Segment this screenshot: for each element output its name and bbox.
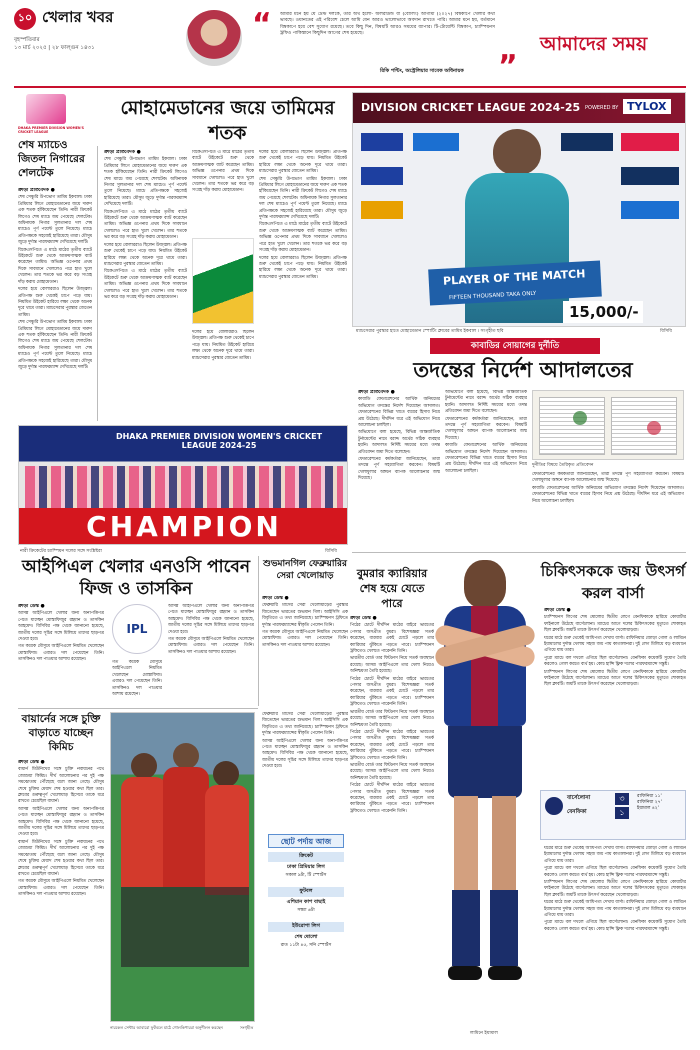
tamim-text-6: দলের হয়ে বোলাররাও ছিলেন উজ্জ্বল। প্রতিপক্ষ শুরু থেকেই চাপে পড়ে যায়। নিয়মিত উইকেট হারিয়ে লক্ষ্য থেকে অনেক দূরে থামে তারা। ম্যাচসেরার পুরস্কার জেতেন তামিম। [192, 330, 254, 361]
yamal-caption: লামিনে ইয়ামাল [470, 1031, 498, 1036]
kabaddi-col-3 [532, 472, 684, 544]
kabaddi-text-5: ফেডারেশনের কর্মকর্তারা জানিয়েছেন, তারা তদন্তে পূর্ণ সহযোগিতা করবেন। বিষয়টি খেলাধুলার অঙ্গনে ব্যাপক আলোচনার জন্ম দিয়েছে। [445, 416, 527, 441]
ipl-text-1: আসন্ন আইপিএলে খেলার জন্য অনাপত্তিপত্র পেতে যাচ্ছেন মোস্তাফিজুর রহমান ও তাসকিন আহমেদ। বিসিবির পক্ষ থেকে জানানো হয়েছে, জাতীয় দলের সূচির সঙ্গে মিলিয়ে তাদের ছাড়পত্র দেওয়া হবে। [18, 611, 104, 643]
kimmich-headline: বায়ার্নের সঙ্গে চুক্তি বাড়াতে যাচ্ছেন কিমিচ [21, 713, 101, 753]
tamim-col-2-bottom [192, 330, 254, 418]
tamim-text-10: দলের হয়ে বোলাররাও ছিলেন উজ্জ্বল। প্রতিপক্ষ শুরু থেকেই চাপে পড়ে যায়। নিয়মিত উইকেট হারিয়ে লক্ষ্য থেকে অনেক দূরে থামে তারা। ম্যাচসেরার পুরস্কার জেতেন তামিম। [259, 255, 347, 280]
player-of-match-sign: PLAYER OF THE MATCH [442, 267, 586, 288]
gill-body [262, 596, 348, 704]
ipl-text-2: গত কয়েক মৌসুমে আইপিএলে নিয়মিত খেলেছেন মোস্তাফিজ। এবারও দল পেয়েছেন তিনি। তাসকিনও দল পাওয়ার আশায় রয়েছেন। [18, 644, 104, 663]
award-amount-words: FIFTEEN THOUSAND TAKA ONLY [448, 290, 537, 302]
tamim-text-2: বিকেএসপিতে এ মাঠে মাঠের তৃতীয় ব্যাটে উইকেটে শুরু থেকে আক্রমণাত্মক ব্যাট করেছেন তামিম। অভিজ্ঞ ওপেনার প্রথম দিকে সাবধানে খেললেও পরে হাত খুলে খেলেন। তার শতকে ভর করে বড় সংগ্রহ দাঁড় করায় মোহামেডান। [104, 209, 187, 241]
tamim-text-1: শেষ সেঞ্চুরি উপভোগ তামিম ইকবাল। ঢাকা প্রিমিয়ার লিগে মোহামেডানের জয়ে দারুণ এক শতক হাঁকিয়েছেন তিনি। নারী ক্রিকেট লিগেও শেষ ম্যাচে জয় পেয়েছে শেলটেক। অধিনায়ক নিগার সুলতানার দল শেষ ম্যাচেও পূর্ণ পয়েন্ট তুলে নিয়েছে। ম্যাচে প্রতিপক্ষকে সহজেই হারিয়েছে তারা। মৌসুম জুড়ে দুর্দান্ত পারফরম্যান্স দেখিয়েছে দলটি। [104, 157, 187, 208]
bumrah-byline: ক্রীড়া ডেস্ক ● [350, 616, 377, 621]
kabaddi-text-2: অভিযোগে বলা হয়েছে, বিভিন্ন আন্তর্জাতিক টুর্নামেন্টের নামে বরাদ্দ অর্থের সঠিক ব্যবহার হয়নি। আদালত নির্দিষ্ট সময়ের মধ্যে তদন্ত প্রতিবেদন জমা দিতে বলেছেন। [358, 430, 440, 455]
ipl-col-1 [18, 604, 104, 704]
ipl-text-4: আসন্ন আইপিএলে খেলার জন্য অনাপত্তিপত্র পেতে যাচ্ছেন মোস্তাফিজুর রহমান ও তাসকিন আহমেদ। বিসিবির পক্ষ থেকে জানানো হয়েছে, জাতীয় দলের সূচির সঙ্গে মিলিয়ে তাদের ছাড়পত্র দেওয়া হবে। [168, 604, 254, 635]
barca-text-5: ঘরের মাঠে শুরু থেকেই আধিপত্য দেখায় বার্সা। রাফিনিয়ার জোড়া গোল ও লামিনে ইয়ামালের দুর্দান্ত খেলায় সহজ জয় পায় কাতালানরা। দুই লেগ মিলিয়ে বড় ব্যবধানে এগিয়ে যায় তারা। [544, 846, 686, 864]
bumrah-text-5: পিঠের চোটে দীর্ঘদিন মাঠের বাইরে ভারতের পেসার জসপ্রীত বুমরা। বিশেষজ্ঞরা সতর্ক করেছেন, বারবার একই চোটে পড়লে তার ক্যারিয়ার ঝুঁকিতে পড়তে পারে। চ্যাম্পিয়নস ট্রফিতেও খেলতে পারেননি তিনি। [350, 729, 434, 761]
ipl-col-2 [112, 660, 162, 704]
champion-credit: বিসিবি [325, 549, 337, 554]
tamim-photo-credit: বিসিবি [660, 329, 672, 334]
ipl-logo: IPL [112, 604, 162, 654]
header-day: বৃহস্পতিবার [14, 37, 40, 43]
womens-league-logo [26, 94, 66, 124]
kimmich-byline: ক্রীড়া ডেস্ক ● [18, 760, 45, 765]
champion-text: CHAMPION [86, 510, 282, 543]
scorer: রাফিনিয়া ১১' [637, 794, 662, 799]
gill-byline: ক্রীড়া ডেস্ক ● [262, 596, 289, 601]
barca-body-1 [544, 608, 686, 786]
tamim-headline: মোহামেডানের জয়ে তামিমের শতক [120, 98, 335, 144]
kabaddi-byline: ক্রীড়া প্রতিবেদক ● [358, 390, 395, 395]
barca-text-8: ঘরের মাঠে শুরু থেকেই আধিপত্য দেখায় বার্সা। রাফিনিয়ার জোড়া গোল ও লামিনে ইয়ামালের দুর্দান্ত খেলায় সহজ জয় পায় কাতালানরা। দুই লেগ মিলিয়ে বড় ব্যবধানে এগিয়ে যায় তারা। [544, 900, 686, 919]
page-number: ১০ [14, 8, 36, 30]
team-2-name: বেনফিকা [567, 809, 587, 815]
ipl-text-3: গত কয়েক মৌসুমে আইপিএলে নিয়মিত খেলেছেন মোস্তাফিজ। এবারও দল পেয়েছেন তিনি। তাসকিনও দল পাওয়ার আশায় রয়েছেন। [112, 660, 162, 698]
award-amount: 15,000/- [569, 303, 639, 321]
team-1-name: বার্সেলোনা [567, 795, 591, 801]
tv-schedule-list [268, 852, 344, 949]
shelltech-text: শেষ সেঞ্চুরি উপভোগ তামিম ইকবাল। ঢাকা প্রিমিয়ার লিগে মোহামেডানের জয়ে দারুণ এক শতক হাঁকিয়েছেন তিনি। নারী ক্রিকেট লিগেও শেষ ম্যাচে জয় পেয়েছে শেলটেক। অধিনায়ক নিগার সুলতানার দল শেষ ম্যাচেও পূর্ণ পয়েন্ট তুলে নিয়েছে। ম্যাচে প্রতিপক্ষকে সহজেই হারিয়েছে তারা। মৌসুম জুড়ে দুর্দান্ত পারফরম্যান্স দেখিয়েছে দলটি। [18, 195, 92, 246]
barca-text-4: চ্যাম্পিয়নস লিগের শেষ ষোলোর দ্বিতীয় লেগে বেনফিকাকে হারিয়ে কোয়ার্টার ফাইনালে উঠেছে বার্সেলোনা। ম্যাচের আগে দলের চিকিৎসকের মৃত্যুতে শোকাহত ছিল ক্লাবটি। জয়টি তাকে উৎসর্গ করেছেন খেলোয়াড়রা। [544, 669, 686, 688]
kabaddi-col-1 [358, 390, 440, 545]
bumrah-text-7: পিঠের চোটে দীর্ঘদিন মাঠের বাইরে ভারতের পেসার জসপ্রীত বুমরা। বিশেষজ্ঞরা সতর্ক করেছেন, বারবার একই চোটে পড়লে তার ক্যারিয়ার ঝুঁকিতে পড়তে পারে। চ্যাম্পিয়নস ট্রফিতেও খেলতে পারেননি তিনি। [350, 783, 434, 814]
tv-item [268, 887, 344, 914]
ipl-headline: আইপিএল খেলার এনওসি পাবেন ফিজ ও তাসকিন [21, 557, 251, 599]
shelltech-headline: শেষ ম্যাচেও জিতল নিগারের শেলটেক [18, 139, 85, 179]
shelltech-body [18, 188, 92, 418]
tamim-text-8: শেষ সেঞ্চুরি উপভোগ তামিম ইকবাল। ঢাকা প্রিমিয়ার লিগে মোহামেডানের জয়ে দারুণ এক শতক হাঁকিয়েছেন তিনি। নারী ক্রিকেট লিগেও শেষ ম্যাচে জয় পেয়েছে শেলটেক। অধিনায়ক নিগার সুলতানার দল শেষ ম্যাচেও পূর্ণ পয়েন্ট তুলে নিয়েছে। ম্যাচে প্রতিপক্ষকে সহজেই হারিয়েছে তারা। মৌসুম জুড়ে দুর্দান্ত পারফরম্যান্স দেখিয়েছে দলটি। [259, 176, 347, 221]
quote-author: রিকি পন্টিং, অস্ট্রেলিয়ার সাবেক অধিনায়ক [380, 68, 464, 74]
gill-text-1: ফেব্রুয়ারি মাসের সেরা খেলোয়াড়ের পুরস্কার জিতেছেন ভারতের শুভমান গিল। আইসিসি এক বিবৃতিতে এ তথ্য জানিয়েছে। চ্যাম্পিয়নস ট্রফিতে দুর্দান্ত পারফরম্যান্সের স্বীকৃতি পেলেন তিনি। [262, 603, 348, 628]
shelltech-text-3: দলের হয়ে বোলাররাও ছিলেন উজ্জ্বল। প্রতিপক্ষ শুরু থেকেই চাপে পড়ে যায়। নিয়মিত উইকেট হারিয়ে লক্ষ্য থেকে অনেক দূরে থামে তারা। ম্যাচসেরার পুরস্কার জেতেন তামিম। [18, 287, 92, 318]
barca-body-2 [544, 846, 686, 1036]
tamim-text-3: দলের হয়ে বোলাররাও ছিলেন উজ্জ্বল। প্রতিপক্ষ শুরু থেকেই চাপে পড়ে যায়। নিয়মিত উইকেট হারিয়ে লক্ষ্য থেকে অনেক দূরে থামে তারা। ম্যাচসেরার পুরস্কার জেতেন তামিম। [104, 242, 187, 267]
barca-text-1: চ্যাম্পিয়নস লিগের শেষ ষোলোর দ্বিতীয় লেগে বেনফিকাকে হারিয়ে কোয়ার্টার ফাইনালে উঠেছে বার্সেলোনা। ম্যাচের আগে দলের চিকিৎসকের মৃত্যুতে শোকাহত ছিল ক্লাবটি। জয়টি তাকে উৎসর্গ করেছেন খেলোয়াড়রা। [544, 615, 686, 634]
bumrah-text-6: ভারতীয় বোর্ড তার ফিটনেস নিয়ে সতর্ক অবস্থানে রয়েছে। আসন্ন আইপিএলে তার খেলা নিয়েও অনিশ্চয়তা তৈরি হয়েছে। [350, 762, 434, 781]
section-rule [352, 552, 686, 553]
bumrah-text-2: ভারতীয় বোর্ড তার ফিটনেস নিয়ে সতর্ক অবস্থানে রয়েছে। আসন্ন আইপিএলে তার খেলা নিয়েও অনিশ্চয়তা তৈরি হয়েছে। [350, 656, 434, 675]
womens-league-caption: DHAKA PREMIER DIVISION WOMEN'S CRICKET LEAGUE [18, 126, 84, 134]
kabaddi-headline: তদন্তের নির্দেশ আদালতের [413, 357, 633, 382]
tv-schedule-title: ছোট পর্দায় আজ [268, 834, 344, 848]
champion-photo [18, 425, 348, 545]
kabaddi-text-7: ফেডারেশনের কর্মকর্তারা জানিয়েছেন, তারা তদন্তে পূর্ণ সহযোগিতা করবেন। বিষয়টি খেলাধুলার অঙ্গনে ব্যাপক আলোচনার জন্ম দিয়েছে। [532, 472, 684, 484]
tv-item-event: এশিয়ান কাপ বাছাই [286, 899, 326, 905]
goalkeeper-caption: নারকেল সেন্টার আবারো ফুটবলে মাঠে গোলকিপাররা অনুশীলন করছেন [110, 1025, 223, 1030]
scoreboard [540, 790, 686, 840]
team-1-goals: ৩ [615, 793, 629, 805]
tamim-text-4: বিকেএসপিতে এ মাঠে মাঠের তৃতীয় ব্যাটে উইকেটে শুরু থেকে আক্রমণাত্মক ব্যাট করেছেন তামিম। অভিজ্ঞ ওপেনার প্রথম দিকে সাবধানে খেললেও পরে হাত খুলে খেলেন। তার শতকে ভর করে বড় সংগ্রহ দাঁড় করায় মোহামেডান। [104, 269, 187, 300]
kimmich-text-3: বায়ার্ন মিউনিখের সঙ্গে চুক্তি নবায়নের পথে জোশুয়া কিমিচ। দীর্ঘ আলোচনার পর দুই পক্ষ সমঝোতায় পৌঁছেছে বলে জানা গেছে। মৌসুম শেষে চুক্তির মেয়াদ শেষ হওয়ার কথা ছিল তার। ক্লাবের গুরুত্বপূর্ণ খেলোয়াড় হিসেবে তাকে ধরে রাখতে চেয়েছিল বায়ার্ন। [18, 839, 104, 877]
masthead-left [14, 6, 194, 54]
gill-text-2: গত কয়েক মৌসুমে আইপিএলে নিয়মিত খেলেছেন মোস্তাফিজ। এবারও দল পেয়েছেন তিনি। তাসকিনও দল পাওয়ার আশায় রয়েছেন। [262, 630, 348, 648]
tamim-photo [352, 92, 686, 327]
kabaddi-text-8: কাবাডি ফেডারেশনের আর্থিক অনিয়মের অভিযোগ তদন্তের নির্দেশ দিয়েছেন আদালত। ফেডারেশনের বিভিন্ন খাতে ব্যয়ের হিসাব নিয়ে প্রশ্ন উঠেছে। দীর্ঘদিন ধরে এই অভিযোগ নিয়ে আলোচনা চলছিল। [532, 485, 684, 504]
newspaper-logo: আমাদের সময় [540, 33, 648, 55]
kabaddi-text-4: অভিযোগে বলা হয়েছে, বিভিন্ন আন্তর্জাতিক টুর্নামেন্টের নামে বরাদ্দ অর্থের সঠিক ব্যবহার হয়নি। আদালত নির্দিষ্ট সময়ের মধ্যে তদন্ত প্রতিবেদন জমা দিতে বলেছেন। [445, 390, 527, 415]
kabaddi-doc-caption: দুর্নীতির বিষয়ে তৈরিকৃত প্রতিবেদন [532, 463, 594, 468]
gill-text-3: ফেব্রুয়ারি মাসের সেরা খেলোয়াড়ের পুরস্কার জিতেছেন ভারতের শুভমান গিল। আইসিসি এক বিবৃতিতে এ তথ্য জানিয়েছে। চ্যাম্পিয়নস ট্রফিতে দুর্দান্ত পারফরম্যান্সের স্বীকৃতি পেলেন তিনি। [262, 712, 348, 737]
barca-text-3: পুরো ম্যাচে বল দখলে এগিয়ে ছিল বার্সেলোনা। বেনফিকা কয়েকটি সুযোগ তৈরি করলেও গোল করতে ব্যর্থ হয়। কোচ হান্সি ফ্লিক দলের পারফরম্যান্সে সন্তুষ্ট। [544, 655, 686, 668]
tamim-text-7: দলের হয়ে বোলাররাও ছিলেন উজ্জ্বল। প্রতিপক্ষ শুরু থেকেই চাপে পড়ে যায়। নিয়মিত উইকেট হারিয়ে লক্ষ্য থেকে অনেক দূরে থামে তারা। ম্যাচসেরার পুরস্কার জেতেন তামিম। [259, 150, 347, 175]
tamim-byline: ক্রীড়া প্রতিবেদক ● [104, 150, 141, 155]
header-divider [14, 86, 686, 88]
shelltech-byline: ক্রীড়া প্রতিবেদক ● [18, 188, 55, 193]
gill-text-4: আসন্ন আইপিএলে খেলার জন্য অনাপত্তিপত্র পেতে যাচ্ছেন মোস্তাফিজুর রহমান ও তাসকিন আহমেদ। বিসিবির পক্ষ থেকে জানানো হয়েছে, জাতীয় দলের সূচির সঙ্গে মিলিয়ে তাদের ছাড়পত্র দেওয়া হবে। [262, 738, 348, 770]
shelltech-text-4: শেষ সেঞ্চুরি উপভোগ তামিম ইকবাল। ঢাকা প্রিমিয়ার লিগে মোহামেডানের জয়ে দারুণ এক শতক হাঁকিয়েছেন তিনি। নারী ক্রিকেট লিগেও শেষ ম্যাচে জয় পেয়েছে শেলটেক। অধিনায়ক নিগার সুলতানার দল শেষ ম্যাচেও পূর্ণ পয়েন্ট তুলে নিয়েছে। ম্যাচে প্রতিপক্ষকে সহজেই হারিয়েছে তারা। মৌসুম জুড়ে দুর্দান্ত পারফরম্যান্স দেখিয়েছে দলটি। [18, 320, 92, 370]
tv-item-detail: সন্ধ্যা ৬টা [297, 908, 315, 913]
tamim-col-1 [104, 150, 187, 418]
gill-headline: শুভমানগিল ফেব্রুয়ারির সেরা খেলোয়াড় [263, 559, 347, 581]
column-rule [97, 146, 98, 421]
header-quote: আমার মনে হয় যে টেস্ট দলকে, তার অর্থ হলো- অলরাউন্ড বা (বোলিং) আগামী (২০২৭) বিশ্বকাপে খেলার কথা ভাবছে। ওয়ানডের এই পরিবেশ চেলে আমি যেন আরও ভালোভাবে অবদান রাখতে পারি। আমার মনে হয়, বর্তমানে বিশ্বকাপে হয়ে বেশ সুযোগ রয়েছে। তবে কিছু দিন, বিষয়টি আরও সময়ের ব্যাপার। টি-টোয়েন্টি বিশ্বকাপ, চ্যাম্পিয়নস ট্রফিও পাকিস্তানে কিছুদিন আগের শেষ হয়েছে। [280, 12, 495, 36]
column-rule-2 [258, 556, 259, 706]
bumrah-text-4: ভারতীয় বোর্ড তার ফিটনেস নিয়ে সতর্ক অবস্থানে রয়েছে। আসন্ন আইপিএলে তার খেলা নিয়েও অনিশ্চয়তা তৈরি হয়েছে। [350, 709, 434, 728]
tamim-col-3 [259, 150, 347, 418]
quote-open-icon: “ [252, 7, 272, 42]
goalkeeper-credit: সংগৃহীত [240, 1025, 254, 1030]
tamim-text-9: বিকেএসপিতে এ মাঠে মাঠের তৃতীয় ব্যাটে উইকেটে শুরু থেকে আক্রমণাত্মক ব্যাট করেছেন তামিম। অভিজ্ঞ ওপেনার প্রথম দিকে সাবধানে খেললেও পরে হাত খুলে খেলেন। তার শতকে ভর করে বড় সংগ্রহ দাঁড় করায় মোহামেডান। [259, 222, 347, 254]
barca-byline: ক্রীড়া ডেস্ক ● [544, 608, 571, 613]
kabaddi-document [532, 390, 684, 460]
tv-item-event: ঢাকা প্রিমিয়ার লিগ [287, 864, 325, 870]
shelltech-text-2: বিকেএসপিতে এ মাঠে মাঠের তৃতীয় ব্যাটে উইকেটে শুরু থেকে আক্রমণাত্মক ব্যাট করেছেন তামিম। অভিজ্ঞ ওপেনার প্রথম দিকে সাবধানে খেললেও পরে হাত খুলে খেলেন। তার শতকে ভর করে বড় সংগ্রহ দাঁড় করায় মোহামেডান। [18, 247, 92, 285]
sponsor-logo: TYLOX [623, 99, 671, 114]
kabaddi-text-1: কাবাডি ফেডারেশনের আর্থিক অনিয়মের অভিযোগ তদন্তের নির্দেশ দিয়েছেন আদালত। ফেডারেশনের বিভিন্ন খাতে ব্যয়ের হিসাব নিয়ে প্রশ্ন উঠেছে। দীর্ঘদিন ধরে এই অভিযোগ নিয়ে আলোচনা চলছিল। [358, 397, 440, 429]
tamim-text-5: বিকেএসপিতে এ মাঠে মাঠের তৃতীয় ব্যাটে উইকেটে শুরু থেকে আক্রমণাত্মক ব্যাট করেছেন তামিম। অভিজ্ঞ ওপেনার প্রথম দিকে সাবধানে খেললেও পরে হাত খুলে খেলেন। তার শতকে ভর করে বড় সংগ্রহ দাঁড় করায় মোহামেডান। [192, 150, 254, 194]
barca-text-7: চ্যাম্পিয়নস লিগের শেষ ষোলোর দ্বিতীয় লেগে বেনফিকাকে হারিয়ে কোয়ার্টার ফাইনালে উঠেছে বার্সেলোনা। ম্যাচের আগে দলের চিকিৎসকের মৃত্যুতে শোকাহত ছিল ক্লাবটি। জয়টি তাকে উৎসর্গ করেছেন খেলোয়াড়রা। [544, 880, 686, 898]
kimmich-text-1: বায়ার্ন মিউনিখের সঙ্গে চুক্তি নবায়নের পথে জোশুয়া কিমিচ। দীর্ঘ আলোচনার পর দুই পক্ষ সমঝোতায় পৌঁছেছে বলে জানা গেছে। মৌসুম শেষে চুক্তির মেয়াদ শেষ হওয়ার কথা ছিল তার। ক্লাবের গুরুত্বপূর্ণ খেলোয়াড় হিসেবে তাকে ধরে রাখতে চেয়েছিল বায়ার্ন। [18, 767, 104, 805]
champion-banner: DHAKA PREMIER DIVISION WOMEN'S CRICKET LEAGUE 2024-25 [115, 432, 323, 450]
photo-banner: DIVISION CRICKET LEAGUE 2024-25 [361, 101, 581, 114]
quote-close-icon: ” [498, 49, 518, 84]
quote-author-photo [186, 10, 242, 66]
header-date: ১৩ মার্চ ২০২৫ | ২৮ ফাল্গুন ১৪৩১ [14, 45, 95, 51]
tamim-col-2-top [192, 150, 254, 230]
ipl-text-5: গত কয়েক মৌসুমে আইপিএলে নিয়মিত খেলেছেন মোস্তাফিজ। এবারও দল পেয়েছেন তিনি। তাসকিনও দল পাওয়ার আশায় রয়েছেন। [168, 637, 254, 655]
dhaka-league-logo [192, 238, 254, 324]
tv-item [268, 852, 344, 879]
kabaddi-text-6: কাবাডি ফেডারেশনের আর্থিক অনিয়মের অভিযোগ তদন্তের নির্দেশ দিয়েছেন আদালত। ফেডারেশনের বিভিন্ন খাতে ব্যয়ের হিসাব নিয়ে প্রশ্ন উঠেছে। দীর্ঘদিন ধরে এই অভিযোগ নিয়ে আলোচনা চলছিল। [445, 443, 527, 474]
kimmich-text-2: আসন্ন আইপিএলে খেলার জন্য অনাপত্তিপত্র পেতে যাচ্ছেন মোস্তাফিজুর রহমান ও তাসকিন আহমেদ। বিসিবির পক্ষ থেকে জানানো হয়েছে, জাতীয় দলের সূচির সঙ্গে মিলিয়ে তাদের ছাড়পত্র দেওয়া হবে। [18, 806, 104, 838]
ucl-logo-icon [545, 797, 563, 815]
bumrah-body [350, 616, 434, 1034]
tamim-photo-caption: ম্যাচসেরার পুরস্কার হাতে মোহামেডান স্পোর্টিং ক্লাবের তামিম ইকবাল । সংগৃহীত ছবি [356, 329, 504, 334]
section-rule-2 [18, 708, 258, 709]
tv-item-sport: ক্রিকেট [268, 852, 344, 862]
tv-item-detail: রাত ১১টা ৪৫, সনি স্পোর্টস [280, 943, 332, 948]
tv-item-detail: সকাল ৯টা, টি স্পোর্টস [285, 873, 327, 878]
kabaddi-col-2 [445, 390, 527, 545]
scorer: রাফিনিয়া ২৭' [637, 800, 662, 805]
tv-item-event: শেষ ষোলো [294, 934, 318, 940]
kimmich-text-4: গত কয়েক মৌসুমে আইপিএলে নিয়মিত খেলেছেন মোস্তাফিজ। এবারও দল পেয়েছেন তিনি। তাসকিনও দল পাওয়ার আশায় রয়েছেন। [18, 879, 104, 898]
gill-continued [262, 712, 348, 830]
barca-text-2: ঘরের মাঠে শুরু থেকেই আধিপত্য দেখায় বার্সা। রাফিনিয়ার জোড়া গোল ও লামিনে ইয়ামালের দুর্দান্ত খেলায় সহজ জয় পায় কাতালানরা। দুই লেগ মিলিয়ে বড় ব্যবধানে এগিয়ে যায় তারা। [544, 635, 686, 654]
ipl-byline: ক্রীড়া ডেস্ক ● [18, 604, 45, 609]
ipl-col-3 [168, 604, 254, 704]
champion-caption: নারী ক্রিকেটের চ্যাম্পিয়ন দলের সঙ্গে সংশ্লিষ্টরা [20, 549, 102, 554]
section-title: খেলার খবর [42, 8, 114, 26]
barca-text-9: পুরো ম্যাচে বল দখলে এগিয়ে ছিল বার্সেলোনা। বেনফিকা কয়েকটি সুযোগ তৈরি করলেও গোল করতে ব্যর্থ হয়। কোচ হান্সি ফ্লিক দলের পারফরম্যান্সে সন্তুষ্ট। [544, 920, 686, 932]
kimmich-body [18, 760, 104, 1032]
bumrah-text-1: পিঠের চোটে দীর্ঘদিন মাঠের বাইরে ভারতের পেসার জসপ্রীত বুমরা। বিশেষজ্ঞরা সতর্ক করেছেন, বারবার একই চোটে পড়লে তার ক্যারিয়ার ঝুঁকিতে পড়তে পারে। চ্যাম্পিয়নস ট্রফিতেও খেলতে পারেননি তিনি। [350, 623, 434, 655]
bumrah-headline: বুমরার ক্যারিয়ার শেষ হয়ে যেতে পারে [356, 567, 428, 610]
yamal-photo [430, 560, 540, 1038]
scorer: ইয়ামাল ৪২' [637, 806, 659, 811]
bumrah-text-3: পিঠের চোটে দীর্ঘদিন মাঠের বাইরে ভারতের পেসার জসপ্রীত বুমরা। বিশেষজ্ঞরা সতর্ক করেছেন, বারবার একই চোটে পড়লে তার ক্যারিয়ার ঝুঁকিতে পড়তে পারে। চ্যাম্পিয়নস ট্রফিতেও খেলতে পারেননি তিনি। [350, 676, 434, 708]
tv-item-sport: ফুটবল [268, 887, 344, 897]
team-2-goals: ১ [615, 807, 629, 819]
tv-item-sport: ইউরোপা লিগ [268, 922, 344, 932]
kabaddi-text-3: ফেডারেশনের কর্মকর্তারা জানিয়েছেন, তারা তদন্তে পূর্ণ সহযোগিতা করবেন। বিষয়টি খেলাধুলার অঙ্গনে ব্যাপক আলোচনার জন্ম দিয়েছে। [358, 457, 440, 482]
barca-text-6: পুরো ম্যাচে বল দখলে এগিয়ে ছিল বার্সেলোনা। বেনফিকা কয়েকটি সুযোগ তৈরি করলেও গোল করতে ব্যর্থ হয়। কোচ হান্সি ফ্লিক দলের পারফরম্যান্সে সন্তুষ্ট। [544, 866, 686, 878]
scorers [637, 794, 662, 812]
barca-headline: চিকিৎসককে জয় উৎসর্গ করল বার্সা [540, 562, 686, 602]
goalkeeper-photo [110, 712, 255, 1022]
kabaddi-kicker: কাবাডির সোয়াগের দুর্নীতি [430, 338, 600, 354]
tv-item [268, 922, 344, 949]
photo-powered: POWERED BY [585, 105, 619, 111]
